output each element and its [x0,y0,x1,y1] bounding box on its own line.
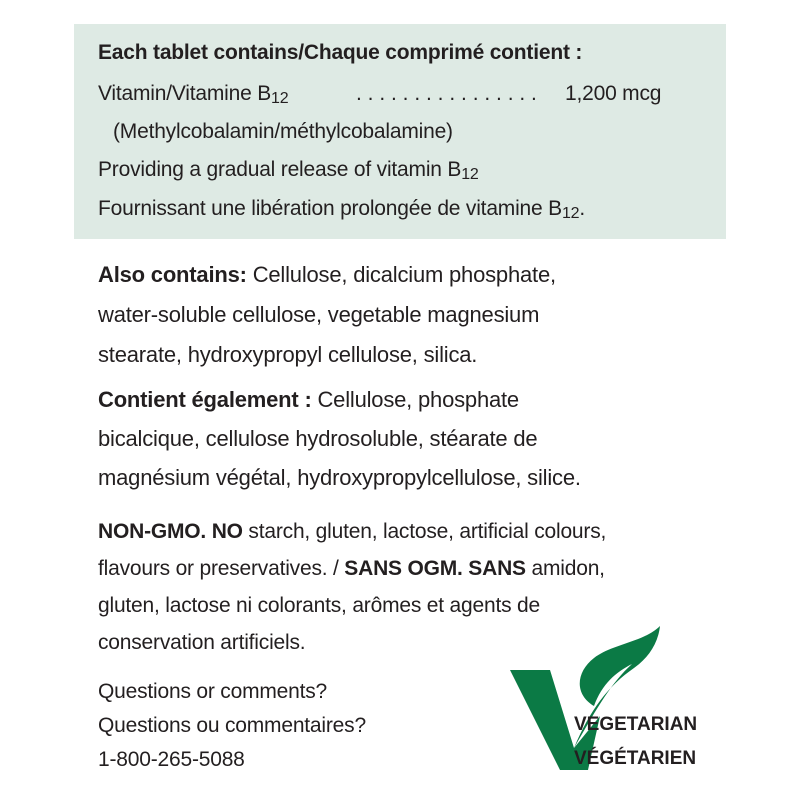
vegetarian-text-en: VEGETARIAN [574,714,698,735]
also-contains-line1-text: Cellulose, dicalcium phosphate, [246,262,556,287]
non-gmo-label: NON-GMO. NO [98,520,243,543]
contient-fr-line2: bicalcique, cellulose hydrosoluble, stéarate de [98,426,538,451]
vitamin-row [98,81,288,109]
release-en-subscript: 12 [461,166,479,183]
release-fr-text: Fournissant une libération prolongée de vitamine B [98,197,562,220]
free-from-line1-text: starch, gluten, lactose, artificial colours, [242,520,607,543]
release-en-text: Providing a gradual release of vitamin B [98,158,462,181]
also-contains-en-line3: stearate, hydroxypropyl cellulose, silica. [98,342,478,367]
vegetarian-text-fr: VÉGÉTARIEN [574,748,697,769]
vitamin-amount: 1,200 mcg [565,82,662,105]
vitamin-label: Vitamin/Vitamine B [98,82,272,105]
release-fr-subscript: 12 [561,205,580,222]
vitamin-source: (Methylcobalamin/méthylcobalamine) [113,120,453,143]
ingredients-heading: Each tablet contains/Chaque comprimé contient : [98,41,583,64]
vitamin-dots: . . . . . . . . . . . . . . . . [356,82,537,105]
contient-fr-line1 [98,387,519,413]
contient-fr-line3: magnésium végétal, hydroxypropylcellulose, silice. [98,465,581,490]
free-from-line3: gluten, lactose ni colorants, arômes et agents de [98,594,540,617]
release-en [98,157,479,185]
also-contains-en-line2: water-soluble cellulose, vegetable magnesium [98,302,540,327]
also-contains-label: Also contains: [98,262,247,287]
free-from-line4: conservation artificiels. [98,631,306,654]
sans-ogm-label: SANS OGM. SANS [344,557,526,580]
free-from-line2 [98,556,605,582]
release-fr-end: . [579,197,586,220]
free-from-line1 [98,519,606,545]
contact-question-en: Questions or comments? [98,680,328,703]
release-fr [98,196,585,224]
contact-phone[interactable]: 1-800-265-5088 [98,748,245,771]
contact-question-fr: Questions ou commentaires? [98,714,366,737]
free-from-line2-text: flavours or preservatives. / [98,557,345,580]
vitamin-subscript: 12 [271,90,289,107]
contient-label: Contient également : [98,387,312,412]
contient-line1-text: Cellulose, phosphate [311,387,519,412]
free-from-line2-end: amidon, [525,557,605,580]
also-contains-en-line1 [98,262,556,288]
